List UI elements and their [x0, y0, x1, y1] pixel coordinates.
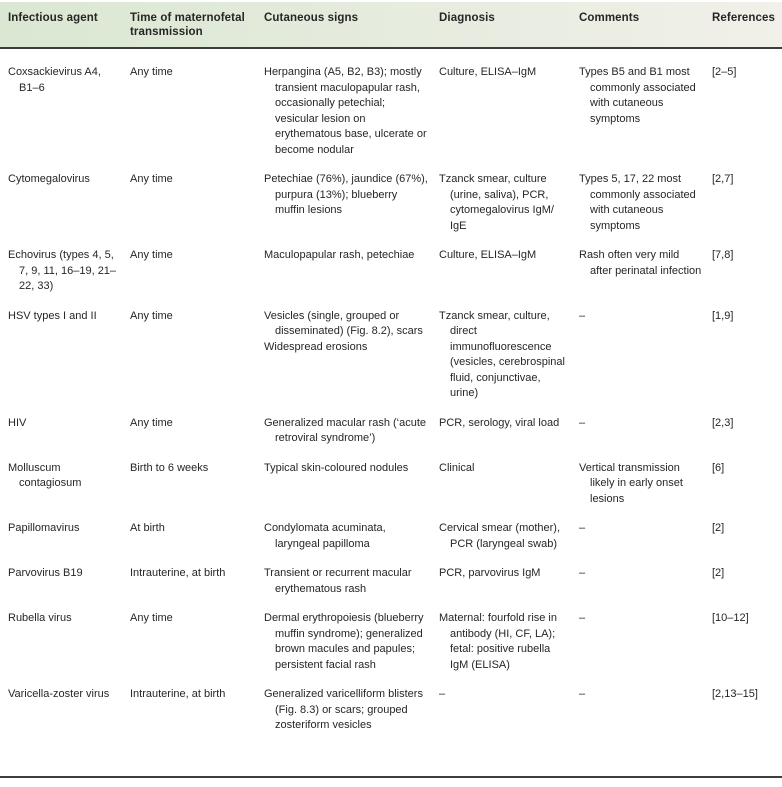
table-cell: [130, 461, 264, 508]
cell-text: [7,8]: [712, 249, 734, 261]
cell-text: [1,9]: [712, 309, 734, 322]
table-cell: [8, 687, 130, 734]
table-row: [0, 65, 782, 158]
table-cell: [8, 65, 130, 158]
table-cell: [712, 309, 782, 402]
cell-text: [2,3]: [712, 416, 734, 429]
table-cell: [130, 309, 264, 402]
table-cell: [8, 248, 130, 295]
table-cell: [579, 461, 712, 508]
table-cell: [264, 611, 439, 673]
header-cell: Diagnosis: [439, 12, 495, 24]
table-cell: [130, 416, 264, 447]
table-cell: [439, 611, 579, 673]
table-cell: [579, 416, 712, 447]
cell-text: Intrauterine, at birth: [130, 567, 226, 579]
table-cell: [8, 566, 130, 597]
table-cell: [130, 248, 264, 295]
table-row: [0, 309, 782, 402]
table-cell: [8, 172, 130, 234]
cell-text: –: [579, 309, 586, 322]
cell-text: Culture, ELISA–IgM: [439, 249, 537, 261]
table-header-row: [0, 2, 782, 49]
cell-text: [2]: [712, 522, 725, 534]
cell-text: Any time: [130, 416, 173, 429]
cell-text: Rash often very mild after perinatal infection: [579, 249, 702, 277]
cell-text: Cytomegalovirus: [8, 173, 90, 185]
cell-text: Generalized macular rash (‘acute retroviral syndrome’): [264, 416, 427, 444]
cell-text: –: [579, 688, 586, 700]
table-cell: [439, 309, 579, 402]
cell-text: Any time: [130, 173, 173, 185]
cell-text: –: [579, 416, 586, 429]
table-cell: [130, 687, 264, 734]
header-cell: Cutaneous signs: [264, 12, 359, 24]
cell-text: Herpangina (A5, B2, B3); mostly transient maculopapular rash, occasionally petechial; vesicular lesion on erythematous base, ulcerate or become nodular: [264, 66, 427, 156]
cell-text: Echovirus (types 4, 5, 7, 9, 11, 16–19, 21–22, 33): [8, 249, 117, 292]
header-cell: References: [712, 12, 776, 24]
table-cell: [439, 521, 579, 552]
table-body: [0, 49, 782, 734]
cell-text: –: [439, 688, 446, 700]
cell-text: Widespread erosions: [264, 340, 368, 353]
cell-text: Rubella virus: [8, 612, 72, 624]
table-cell: [8, 309, 130, 402]
table-cell: [264, 172, 439, 234]
table-cell: [439, 248, 579, 295]
table-cell: [130, 611, 264, 673]
header-cell: Comments: [579, 12, 640, 24]
cell-text: HIV: [8, 416, 27, 429]
cell-text: [2]: [712, 567, 725, 579]
cell-text: Tzanck smear, culture (urine, saliva), PCR, cytomegalovirus IgM/ IgE: [439, 173, 554, 232]
table-cell: [264, 687, 439, 734]
cell-text: Cervical smear (mother), PCR (laryngeal swab): [439, 522, 561, 550]
table-row: [0, 248, 782, 295]
cell-text: At birth: [130, 522, 165, 534]
cell-text: [2,7]: [712, 173, 734, 185]
table-cell: [264, 65, 439, 158]
table-cell: [130, 566, 264, 597]
table-cell: [130, 172, 264, 234]
table-row: [0, 687, 782, 734]
table-cell: [439, 687, 579, 734]
cell-text: Papillomavirus: [8, 522, 80, 534]
table-cell: [579, 611, 712, 673]
table-cell: [264, 566, 439, 597]
table-cell: [712, 521, 782, 552]
table-cell: [8, 611, 130, 673]
header-cell: Infectious agent: [8, 12, 98, 24]
table-cell: [579, 687, 712, 734]
table-cell: [712, 172, 782, 234]
cell-text: Varicella-zoster virus: [8, 688, 110, 700]
cell-text: [2–5]: [712, 66, 737, 78]
cell-text: –: [579, 522, 586, 534]
table-cell: [579, 65, 712, 158]
table-bottom-rule: [0, 776, 782, 778]
table-cell: [264, 461, 439, 508]
cell-text: Maternal: fourfold rise in antibody (HI, CF, LA); fetal: positive rubella IgM (ELISA): [439, 612, 557, 671]
table-cell: [579, 566, 712, 597]
cell-text: Any time: [130, 612, 173, 624]
table-cell: [8, 521, 130, 552]
cell-text: Molluscum contagiosum: [8, 461, 82, 489]
cell-text: Parvovirus B19: [8, 567, 83, 579]
cell-text: HSV types I and II: [8, 309, 97, 322]
table-cell: [712, 65, 782, 158]
cell-text: Birth to 6 weeks: [130, 461, 209, 474]
table-cell: [712, 248, 782, 295]
cell-text: [6]: [712, 461, 725, 474]
cell-text: [10–12]: [712, 612, 749, 624]
table-cell: [712, 461, 782, 508]
cell-text: Generalized varicelliform blisters (Fig. 8.3) or scars; grouped zosteriform vesicles: [264, 688, 423, 731]
cell-text: Vesicles (single, grouped or disseminated) (Fig. 8.2), scars: [264, 309, 423, 337]
table-cell: [130, 65, 264, 158]
table-cell: [264, 416, 439, 447]
table-cell: [579, 309, 712, 402]
cell-text: Clinical: [439, 461, 475, 474]
table-cell: [439, 566, 579, 597]
cell-text: [2,13–15]: [712, 688, 758, 700]
table-cell: [264, 248, 439, 295]
table-cell: [712, 416, 782, 447]
table-cell: [712, 566, 782, 597]
table-row: [0, 521, 782, 552]
cell-text: –: [579, 612, 586, 624]
cell-text: Maculopapular rash, petechiae: [264, 249, 415, 261]
cell-text: Any time: [130, 249, 173, 261]
table-cell: [579, 248, 712, 295]
cell-text: Vertical transmission likely in early onset lesions: [579, 461, 683, 505]
cell-text: Types B5 and B1 most commonly associated with cutaneous symptoms: [579, 66, 696, 125]
table-cell: [439, 172, 579, 234]
cell-text: Any time: [130, 66, 173, 78]
cell-text: PCR, parvovirus IgM: [439, 567, 541, 579]
cell-text: Types 5, 17, 22 most commonly associated with cutaneous symptoms: [579, 173, 696, 232]
cell-text: Coxsackievirus A4, B1–6: [8, 66, 101, 94]
cell-text: Tzanck smear, culture, direct immunofluorescence (vesicles, cerebrospinal fluid, conjunctivae, urine): [439, 309, 565, 399]
header-cell: Time of maternofetal transmission: [130, 12, 245, 38]
table-cell: [264, 309, 439, 402]
cell-text: –: [579, 567, 586, 579]
cell-text: PCR, serology, viral load: [439, 416, 560, 429]
table-cell: [439, 416, 579, 447]
table-cell: [439, 65, 579, 158]
table-cell: [130, 521, 264, 552]
cell-text: Transient or recurrent macular erythematous rash: [264, 567, 412, 595]
table-cell: [579, 521, 712, 552]
cell-text: Typical skin-coloured nodules: [264, 461, 409, 474]
cell-text: Any time: [130, 309, 173, 322]
cell-text: Intrauterine, at birth: [130, 688, 226, 700]
table-row: [0, 566, 782, 597]
cell-text: Dermal erythropoiesis (blueberry muffin syndrome); generalized brown macules and papules; persistent facial rash: [264, 612, 424, 671]
table-row: [0, 461, 782, 508]
table-row: [0, 416, 782, 447]
table-cell: [712, 611, 782, 673]
table-cell: [264, 521, 439, 552]
table-row: [0, 611, 782, 673]
table-cell: [579, 172, 712, 234]
cell-text: Condylomata acuminata, laryngeal papilloma: [264, 522, 386, 550]
table-cell: [8, 416, 130, 447]
cell-text: Petechiae (76%), jaundice (67%), purpura (13%); blueberry muffin lesions: [264, 173, 428, 216]
table-cell: [439, 461, 579, 508]
table-cell: [8, 461, 130, 508]
cell-text: Culture, ELISA–IgM: [439, 66, 537, 78]
table-cell: [712, 687, 782, 734]
table-row: [0, 172, 782, 234]
